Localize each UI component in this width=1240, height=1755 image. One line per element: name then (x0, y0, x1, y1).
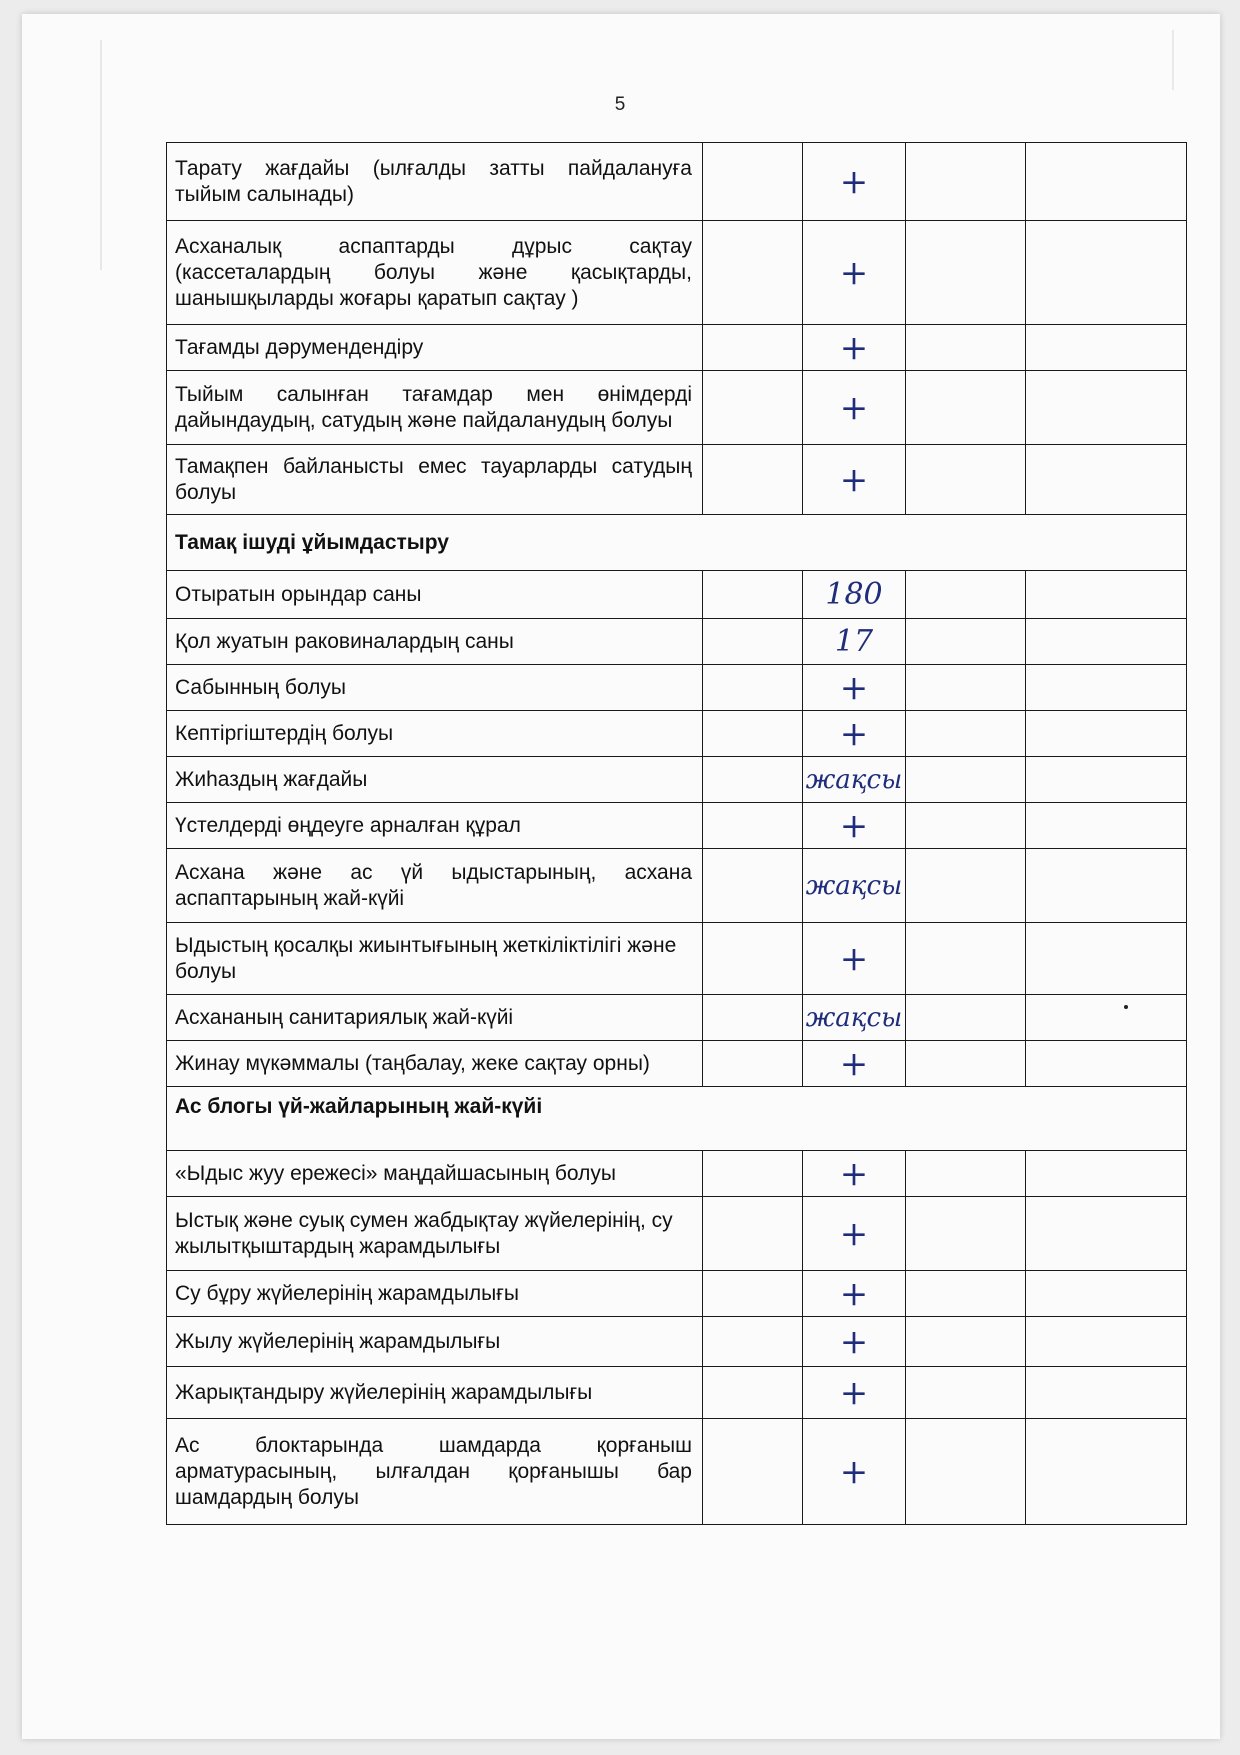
empty-cell (1026, 849, 1187, 923)
empty-cell (703, 143, 803, 221)
scan-speck (1124, 1005, 1128, 1009)
table-row (167, 1041, 1187, 1087)
empty-cell (906, 711, 1026, 757)
empty-cell (1026, 1419, 1187, 1525)
empty-cell (906, 1419, 1026, 1525)
empty-cell (703, 619, 803, 665)
item-label: Су бұру жүйелерінің жарамдылығы (167, 1271, 703, 1317)
empty-cell (703, 1367, 803, 1419)
empty-cell (906, 1197, 1026, 1271)
item-label: Қол жуатын раковиналардың саны (167, 619, 703, 665)
empty-cell (906, 1367, 1026, 1419)
empty-cell (1026, 1151, 1187, 1197)
handwritten-mark: жақсы (803, 995, 906, 1041)
item-label: Жарықтандыру жүйелерінің жарамдылығы (167, 1367, 703, 1419)
table-row (167, 849, 1187, 923)
empty-cell (1026, 221, 1187, 325)
handwritten-mark: + (803, 325, 906, 371)
empty-cell (703, 571, 803, 619)
table-row (167, 1151, 1187, 1197)
item-label: Асханалық аспаптарды дұрыс сақтау (кассеталардың болуы және қасықтарды, шанышқыларды жоғары қаратып сақтау ) (167, 221, 703, 325)
handwritten-mark: + (803, 803, 906, 849)
scan-artifact (1172, 30, 1174, 90)
table-row (167, 619, 1187, 665)
empty-cell (1026, 371, 1187, 445)
empty-cell (703, 803, 803, 849)
table-row (167, 1271, 1187, 1317)
section-row (167, 515, 1187, 571)
empty-cell (703, 995, 803, 1041)
empty-cell (703, 923, 803, 995)
empty-cell (1026, 1271, 1187, 1317)
item-label: Ыстық және суық сумен жабдықтау жүйелерінің, су жылытқыштардың жарамдылығы (167, 1197, 703, 1271)
checklist-table (166, 142, 1187, 1525)
handwritten-mark: + (803, 221, 906, 325)
handwritten-mark: + (803, 711, 906, 757)
item-label: Сабынның болуы (167, 665, 703, 711)
table-row (167, 995, 1187, 1041)
empty-cell (703, 665, 803, 711)
table-row (167, 1367, 1187, 1419)
item-label: «Ыдыс жуу ережесі» маңдайшасының болуы (167, 1151, 703, 1197)
item-label: Тағамды дәрумендендіру (167, 325, 703, 371)
item-label: Үстелдерді өңдеуге арналған құрал (167, 803, 703, 849)
empty-cell (906, 803, 1026, 849)
empty-cell (906, 371, 1026, 445)
table-row (167, 221, 1187, 325)
empty-cell (1026, 1317, 1187, 1367)
empty-cell (906, 1151, 1026, 1197)
empty-cell (703, 1151, 803, 1197)
table-row (167, 711, 1187, 757)
empty-cell (703, 371, 803, 445)
item-label: Тарату жағдайы (ылғалды затты пайдалануға тыйым салынады) (167, 143, 703, 221)
item-label: Тыйым салынған тағамдар мен өнімдерді дайындаудың, сатудың және пайдаланудың болуы (167, 371, 703, 445)
handwritten-mark: + (803, 1271, 906, 1317)
handwritten-mark: 17 (803, 619, 906, 665)
empty-cell (1026, 1367, 1187, 1419)
empty-cell (703, 1317, 803, 1367)
empty-cell (703, 757, 803, 803)
handwritten-mark: + (803, 143, 906, 221)
table-row (167, 665, 1187, 711)
empty-cell (1026, 803, 1187, 849)
table-row (167, 923, 1187, 995)
empty-cell (703, 1271, 803, 1317)
table-row (167, 325, 1187, 371)
handwritten-mark: + (803, 1317, 906, 1367)
handwritten-mark: + (803, 665, 906, 711)
empty-cell (1026, 665, 1187, 711)
empty-cell (703, 849, 803, 923)
handwritten-mark: жақсы (803, 849, 906, 923)
handwritten-mark: + (803, 923, 906, 995)
empty-cell (906, 757, 1026, 803)
handwritten-mark: жақсы (803, 757, 906, 803)
empty-cell (906, 619, 1026, 665)
item-label: Кептіргіштердің болуы (167, 711, 703, 757)
empty-cell (906, 445, 1026, 515)
empty-cell (1026, 445, 1187, 515)
item-label: Ыдыстың қосалқы жиынтығының жеткіліктілігі және болуы (167, 923, 703, 995)
empty-cell (906, 571, 1026, 619)
item-label: Асхана және ас үй ыдыстарының, асхана аспаптарының жай-күйі (167, 849, 703, 923)
handwritten-mark: + (803, 445, 906, 515)
empty-cell (1026, 1197, 1187, 1271)
handwritten-mark: + (803, 1419, 906, 1525)
section-row (167, 1087, 1187, 1151)
handwritten-mark: + (803, 1041, 906, 1087)
empty-cell (703, 445, 803, 515)
empty-cell (1026, 571, 1187, 619)
table-row (167, 757, 1187, 803)
table-row (167, 803, 1187, 849)
empty-cell (906, 1271, 1026, 1317)
item-label: Жылу жүйелерінің жарамдылығы (167, 1317, 703, 1367)
empty-cell (906, 849, 1026, 923)
empty-cell (703, 221, 803, 325)
item-label: Жинау мүкәммалы (таңбалау, жеке сақтау орны) (167, 1041, 703, 1087)
table-row (167, 571, 1187, 619)
empty-cell (906, 665, 1026, 711)
handwritten-mark: + (803, 371, 906, 445)
page-number: 5 (614, 94, 626, 115)
handwritten-mark: + (803, 1151, 906, 1197)
table-row (167, 1317, 1187, 1367)
empty-cell (906, 221, 1026, 325)
handwritten-mark: + (803, 1367, 906, 1419)
empty-cell (906, 923, 1026, 995)
empty-cell (703, 711, 803, 757)
empty-cell (1026, 325, 1187, 371)
empty-cell (1026, 923, 1187, 995)
table-row (167, 445, 1187, 515)
empty-cell (1026, 757, 1187, 803)
empty-cell (1026, 143, 1187, 221)
item-label: Отыратын орындар саны (167, 571, 703, 619)
table-row (167, 1419, 1187, 1525)
empty-cell (906, 995, 1026, 1041)
empty-cell (906, 1317, 1026, 1367)
table-row (167, 371, 1187, 445)
empty-cell (906, 143, 1026, 221)
empty-cell (906, 1041, 1026, 1087)
section-heading: Тамақ ішуді ұйымдастыру (167, 515, 1187, 571)
empty-cell (1026, 619, 1187, 665)
handwritten-mark: + (803, 1197, 906, 1271)
empty-cell (1026, 995, 1187, 1041)
item-label: Ас блоктарында шамдарда қорғаныш арматурасының, ылғалдан қорғанышы бар шамдардың болуы (167, 1419, 703, 1525)
empty-cell (703, 1041, 803, 1087)
empty-cell (703, 325, 803, 371)
section-heading: Ас блогы үй-жайларының жай-күйі (167, 1087, 1187, 1151)
empty-cell (703, 1197, 803, 1271)
item-label: Тамақпен байланысты емес тауарларды сатудың болуы (167, 445, 703, 515)
empty-cell (1026, 711, 1187, 757)
table-row (167, 143, 1187, 221)
item-label: Жиһаздың жағдайы (167, 757, 703, 803)
empty-cell (1026, 1041, 1187, 1087)
handwritten-mark: 180 (803, 571, 906, 619)
empty-cell (906, 325, 1026, 371)
empty-cell (703, 1419, 803, 1525)
item-label: Асхананың санитариялық жай-күйі (167, 995, 703, 1041)
scan-artifact (100, 40, 102, 270)
table-row (167, 1197, 1187, 1271)
